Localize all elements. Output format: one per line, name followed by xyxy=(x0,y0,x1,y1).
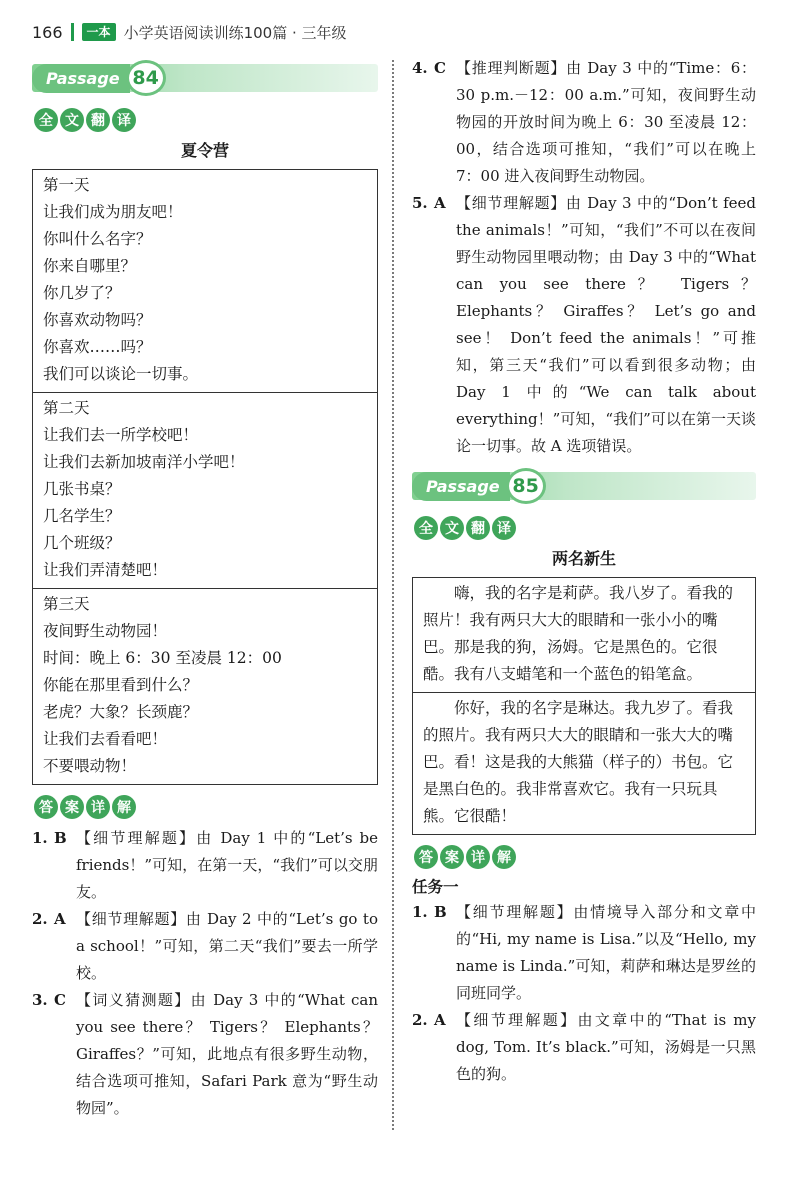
badge-char: 案 xyxy=(440,845,464,869)
passage-85-banner xyxy=(412,466,756,506)
badge-char: 详 xyxy=(86,795,110,819)
answer-number: 4. xyxy=(412,59,428,77)
answer-text: 【推理判断题】由 Day 3 中的“Time：6：30 p.m.－12：00 a.m.”可知，夜间野生动物园的开放时间为晚上 6：30 至凌晨 12：00，结合选项可推知，“我们”可以在晚上 7：00 进入夜间野生动物园。 xyxy=(456,59,756,185)
answer-item xyxy=(412,899,756,1007)
answer-number: 1. xyxy=(412,903,428,921)
box-line: 你来自哪里？ xyxy=(43,257,137,275)
box-line: 你喜欢……吗？ xyxy=(43,338,152,356)
answer-text: 【细节理解题】由文章中的“That is my dog, Tom. It’s black.”可知，汤姆是一只黑色的狗。 xyxy=(456,1011,756,1083)
badge-char: 全 xyxy=(34,108,58,132)
badge-char: 翻 xyxy=(466,516,490,540)
day-3-section xyxy=(33,588,377,784)
answer-text: 【细节理解题】由 Day 1 中的“Let’s be friends！”可知，在第一天，“我们”可以交朋友。 xyxy=(76,829,378,901)
answer-letter: A xyxy=(434,194,446,212)
box-line: 几张书桌？ xyxy=(43,480,121,498)
answer-item xyxy=(32,987,378,1122)
answer-badge xyxy=(34,795,378,819)
passage-84-banner xyxy=(32,58,378,98)
box-line: 老虎？大象？长颈鹿？ xyxy=(43,703,199,721)
badge-char: 翻 xyxy=(86,108,110,132)
box-line: 几个班级？ xyxy=(43,534,121,552)
box-line: 你叫什么名字？ xyxy=(43,230,152,248)
badge-char: 答 xyxy=(34,795,58,819)
passage-number: 85 xyxy=(506,468,546,504)
box-line: 让我们去看看吧！ xyxy=(43,730,168,748)
right-column xyxy=(412,55,756,1088)
badge-char: 文 xyxy=(60,108,84,132)
passage-label: Passage xyxy=(32,64,130,93)
answer-number: 2. xyxy=(32,910,48,928)
translation-badge xyxy=(34,108,378,132)
day-2-section xyxy=(33,392,377,588)
linda-paragraph xyxy=(413,692,755,834)
passage-84-title: 夏令营 xyxy=(180,141,229,160)
badge-char: 文 xyxy=(440,516,464,540)
answer-item xyxy=(412,55,756,190)
box-paragraph: 你好，我的名字是琳达。我九岁了。看我的照片。我有两只大大的眼睛和一张大大的嘴巴。看！这是我的大熊猫（样子的）书包。它是黑白色的。我非常喜欢它。我有一只玩具熊。它很酷！ xyxy=(423,699,734,825)
badge-char: 全 xyxy=(414,516,438,540)
passage-85-title: 两名新生 xyxy=(551,549,616,568)
badge-char: 解 xyxy=(112,795,136,819)
answer-item xyxy=(32,825,378,906)
answer-badge xyxy=(414,845,756,869)
page-number: 166 xyxy=(32,22,63,42)
badge-char: 译 xyxy=(492,516,516,540)
box-line: 几名学生？ xyxy=(43,507,121,525)
badge-char: 案 xyxy=(60,795,84,819)
answer-text: 【词义猜测题】由 Day 3 中的“What can you see there？ Tigers？ Elephants？ Giraffes？”可知，此地点有很多野生动物，结合选项可推知，Safari Park 意为“野生动物园”。 xyxy=(76,991,378,1117)
lisa-paragraph xyxy=(413,578,755,692)
left-column xyxy=(32,58,378,1122)
task-title: 任务一 xyxy=(412,877,459,896)
answer-letter: A xyxy=(54,910,66,928)
answer-letter: C xyxy=(54,991,66,1009)
book-title: 小学英语阅读训练100篇 · 三年级 xyxy=(123,23,347,42)
box-line: 你几岁了？ xyxy=(43,284,121,302)
answer-letter: C xyxy=(434,59,446,77)
header-divider-bar xyxy=(71,23,74,41)
box-line: 让我们弄清楚吧！ xyxy=(43,561,168,579)
box-line: 你喜欢动物吗？ xyxy=(43,311,152,329)
answer-number: 1. xyxy=(32,829,48,847)
box-line: 让我们去新加坡南洋小学吧！ xyxy=(43,453,245,471)
translation-box xyxy=(32,169,378,785)
answer-text: 【细节理解题】由情境导入部分和文章中的“Hi, my name is Lisa.”以及“Hello, my name is Linda.”可知，莉萨和琳达是罗丝的同班同学。 xyxy=(456,903,756,1002)
answer-number: 3. xyxy=(32,991,48,1009)
translation-badge xyxy=(414,516,756,540)
box-line: 第二天 xyxy=(43,399,90,417)
box-line: 时间：晚上 6：30 至凌晨 12：00 xyxy=(43,649,282,667)
box-line: 第三天 xyxy=(43,595,90,613)
box-line: 你能在那里看到什么？ xyxy=(43,676,199,694)
answer-number: 5. xyxy=(412,194,428,212)
badge-char: 答 xyxy=(414,845,438,869)
answer-text: 【细节理解题】由 Day 3 中的“Don’t feed the animals！”可知，“我们”不可以在夜间野生动物园里喂动物；由 Day 3 中的“What can you see there？ Tigers？ Elephants？ Giraffes？ Let’s go and see！ Don’t feed the animals！”可推知，第三天“我们”可以看到很多动物；由 Day 1 中的“We can talk about everything！”可知，“我们”可以在第一天谈论一切事。故 A 选项错误。 xyxy=(456,194,756,455)
passage-number: 84 xyxy=(126,60,166,96)
box-line: 我们可以谈论一切事。 xyxy=(43,365,199,383)
box-paragraph: 嗨，我的名字是莉萨。我八岁了。看我的照片！我有两只大大的眼睛和一张小小的嘴巴。那是我的狗，汤姆。它是黑色的。它很酷。我有八支蜡笔和一个蓝色的铅笔盒。 xyxy=(423,584,734,683)
box-line: 夜间野生动物园！ xyxy=(43,622,168,640)
passage-label: Passage xyxy=(412,472,510,501)
answer-letter: B xyxy=(434,903,447,921)
answer-number: 2. xyxy=(412,1011,428,1029)
box-line: 让我们去一所学校吧！ xyxy=(43,426,199,444)
answer-letter: A xyxy=(434,1011,446,1029)
column-divider xyxy=(392,60,394,1130)
badge-char: 解 xyxy=(492,845,516,869)
book-logo: 一本 xyxy=(82,23,116,41)
box-line: 让我们成为朋友吧！ xyxy=(43,203,183,221)
box-line: 第一天 xyxy=(43,176,90,194)
day-1-section xyxy=(33,170,377,392)
answer-text: 【细节理解题】由 Day 2 中的“Let’s go to a school！”可知，第二天“我们”要去一所学校。 xyxy=(76,910,378,982)
answer-item xyxy=(412,190,756,460)
answer-item xyxy=(32,906,378,987)
answer-letter: B xyxy=(54,829,67,847)
page-header xyxy=(32,18,347,46)
answer-item xyxy=(412,1007,756,1088)
badge-char: 详 xyxy=(466,845,490,869)
badge-char: 译 xyxy=(112,108,136,132)
translation-box xyxy=(412,577,756,835)
box-line: 不要喂动物！ xyxy=(43,757,137,775)
